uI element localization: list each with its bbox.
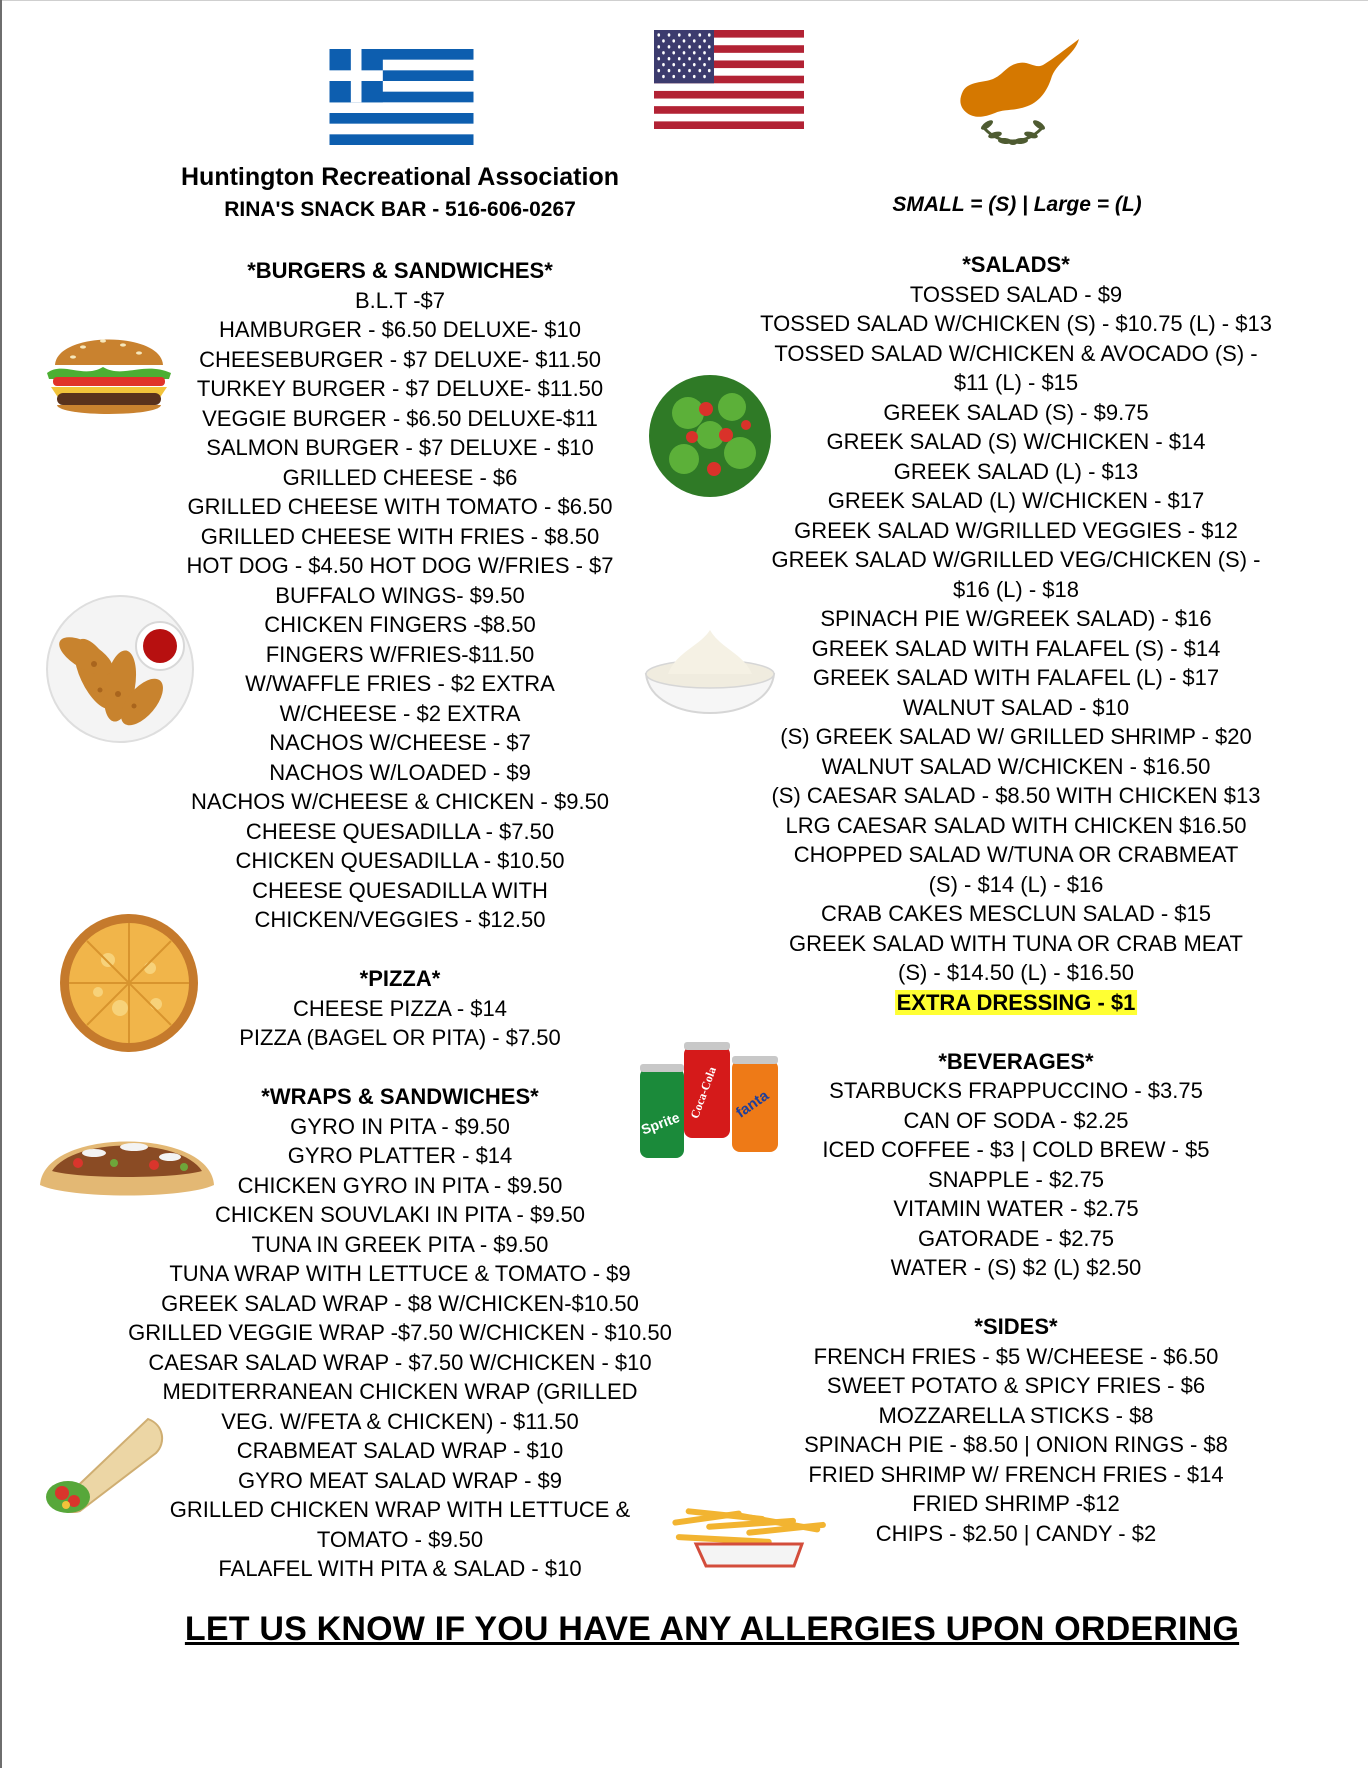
list-item: GREEK SALAD WITH FALAFEL (L) - $17 (812, 665, 1220, 690)
sprite-label: Sprite (638, 1108, 682, 1138)
list-item: GRILLED VEGGIE WRAP -$7.50 W/CHICKEN - $10.50 (128, 1320, 672, 1345)
list-item: (S) CAESAR SALAD - $8.50 WITH CHICKEN $13 (771, 783, 1261, 808)
list-item: NACHOS W/CHEESE - $7 (269, 730, 531, 755)
coke-label: Coca-Cola (687, 1064, 720, 1121)
size-legend: SMALL = (S) | Large = (L) (892, 193, 1142, 216)
list-item: CHEESE QUESADILLA WITH (252, 877, 548, 903)
left-menu-column (128, 256, 672, 1584)
dressing-bowl-icon (642, 626, 778, 732)
list-item: GRILLED CHEESE - $6 (282, 464, 518, 490)
beverages-heading: *BEVERAGES* (938, 1048, 1094, 1074)
list-item: SPINACH PIE W/GREEK SALAD) - $16 (820, 606, 1212, 631)
list-item: TUNA IN GREEK PITA - $9.50 (251, 1231, 549, 1257)
list-item: SNAPPLE - $2.75 (927, 1166, 1105, 1192)
fanta-label: fanta (732, 1087, 772, 1122)
allergy-notice: LET US KNOW IF YOU HAVE ANY ALLERGIES UPON ORDERING (184, 1610, 1240, 1648)
list-item: CRABMEAT SALAD WRAP - $10 (236, 1438, 564, 1463)
list-item: MEDITERRANEAN CHICKEN WRAP (GRILLED (162, 1379, 638, 1404)
list-item: CHIPS - $2.50 | CANDY - $2 (875, 1520, 1157, 1546)
page-border-top (0, 0, 1368, 1)
list-item: GRILLED CHICKEN WRAP WITH LETTUCE & (169, 1497, 631, 1522)
list-item: SPINACH PIE - $8.50 | ONION RINGS - $8 (804, 1432, 1228, 1457)
list-item: B.L.T -$7 (354, 287, 446, 313)
salads-heading: *SALADS* (962, 252, 1070, 277)
list-item: CHEESEBURGER - $7 DELUXE- $11.50 (199, 346, 601, 372)
list-item: GREEK SALAD (S) - $9.75 (883, 399, 1149, 425)
list-item: WATER - (S) $2 (L) $2.50 (890, 1255, 1142, 1280)
list-item: CAESAR SALAD WRAP - $7.50 W/CHICKEN - $10 (148, 1349, 652, 1375)
list-item: (S) - $14.50 (L) - $16.50 (897, 960, 1135, 985)
list-item: SALMON BURGER - $7 DELUXE - $10 (206, 435, 594, 460)
list-item: GYRO MEAT SALAD WRAP - $9 (238, 1467, 562, 1493)
gyro-icon (34, 1107, 220, 1203)
list-item: GATORADE - $2.75 (917, 1225, 1115, 1251)
pizza-heading: *PIZZA* (359, 966, 441, 991)
right-menu-column (760, 250, 1272, 1548)
list-item: W/CHEESE - $2 EXTRA (279, 700, 521, 726)
list-item: CHICKEN/VEGGIES - $12.50 (254, 907, 546, 932)
list-item: GYRO IN PITA - $9.50 (290, 1113, 510, 1139)
list-item: CHEESE QUESADILLA - $7.50 (245, 818, 555, 844)
usa-flag-icon (654, 30, 804, 129)
list-item: GREEK SALAD WITH FALAFEL (S) - $14 (811, 635, 1221, 661)
list-item: FRIED SHRIMP -$12 (912, 1491, 1120, 1516)
list-item: VEG. W/FETA & CHICKEN) - $11.50 (221, 1408, 579, 1434)
list-item: FRIED SHRIMP W/ FRENCH FRIES - $14 (808, 1461, 1224, 1487)
list-item: CHOPPED SALAD W/TUNA OR CRABMEAT (793, 842, 1239, 867)
list-item: TUNA WRAP WITH LETTUCE & TOMATO - $9 (169, 1261, 631, 1286)
list-item: CHICKEN GYRO IN PITA - $9.50 (237, 1172, 563, 1198)
section-spacer (760, 1017, 1272, 1047)
section-spacer (128, 1053, 672, 1083)
association-title: Huntington Recreational Association (180, 163, 620, 191)
list-item: $16 (L) - $18 (953, 576, 1079, 602)
list-item: ICED COFFEE - $3 | COLD BREW - $5 (822, 1137, 1210, 1162)
list-item: LRG CAESAR SALAD WITH CHICKEN $16.50 (785, 812, 1247, 838)
list-item: TOSSED SALAD W/CHICKEN (S) - $10.75 (L) - $13 (760, 311, 1272, 336)
list-item: CHICKEN QUESADILLA - $10.50 (235, 848, 565, 873)
page-border-left (0, 0, 2, 1768)
list-item: TOMATO - $9.50 (316, 1526, 484, 1552)
list-item: MOZZARELLA STICKS - $8 (878, 1402, 1154, 1428)
cyprus-flag-icon (955, 33, 1090, 148)
extra-dressing-highlight: EXTRA DRESSING - $1 (896, 989, 1136, 1015)
burgers-heading: *BURGERS & SANDWICHES* (247, 258, 553, 283)
list-item: CAN OF SODA - $2.25 (903, 1107, 1129, 1133)
list-item: GREEK SALAD WITH TUNA OR CRAB MEAT (789, 930, 1243, 956)
wrap-icon (40, 1413, 168, 1513)
list-item: HOT DOG - $4.50 HOT DOG W/FRIES - $7 (186, 553, 614, 578)
list-item: NACHOS W/CHEESE & CHICKEN - $9.50 (190, 789, 610, 814)
list-item: NACHOS W/LOADED - $9 (269, 759, 531, 785)
list-item: CRAB CAKES MESCLUN SALAD - $15 (820, 901, 1212, 926)
list-item: GREEK SALAD (S) W/CHICKEN - $14 (826, 429, 1206, 454)
list-item: WALNUT SALAD W/CHICKEN - $16.50 (821, 753, 1211, 779)
list-item: HAMBURGER - $6.50 DELUXE- $10 (219, 317, 581, 342)
chicken-fingers-icon (44, 594, 196, 744)
list-item: CHICKEN SOUVLAKI IN PITA - $9.50 (214, 1202, 586, 1227)
list-item: STARBUCKS FRAPPUCCINO - $3.75 (829, 1078, 1203, 1103)
list-item: TOSSED SALAD W/CHICKEN & AVOCADO (S) - (774, 340, 1258, 366)
list-item: GREEK SALAD WRAP - $8 W/CHICKEN-$10.50 (161, 1290, 639, 1316)
list-item: VEGGIE BURGER - $6.50 DELUXE-$11 (202, 405, 598, 431)
list-item: GYRO PLATTER - $14 (287, 1143, 513, 1168)
list-item: GREEK SALAD (L) - $13 (893, 458, 1139, 484)
list-item: GREEK SALAD (L) W/CHICKEN - $17 (827, 488, 1205, 513)
greece-flag-icon (329, 49, 474, 145)
list-item: GRILLED CHEESE WITH TOMATO - $6.50 (187, 494, 613, 519)
list-item: SWEET POTATO & SPICY FRIES - $6 (826, 1373, 1206, 1398)
list-item: FRENCH FRIES - $5 W/CHEESE - $6.50 (813, 1343, 1219, 1369)
list-item: GRILLED CHEESE WITH FRIES - $8.50 (200, 523, 600, 549)
list-item: (S) - $14 (L) - $16 (928, 871, 1104, 897)
list-item: (S) GREEK SALAD W/ GRILLED SHRIMP - $20 (780, 724, 1252, 749)
list-item: PIZZA (BAGEL OR PITA) - $7.50 (239, 1025, 561, 1050)
list-item: FALAFEL WITH PITA & SALAD - $10 (218, 1556, 582, 1581)
section-spacer (760, 1283, 1272, 1313)
sides-heading: *SIDES* (974, 1314, 1058, 1339)
list-item: CHEESE PIZZA - $14 (293, 995, 507, 1021)
soda-cans-icon (636, 1036, 784, 1166)
list-item: GREEK SALAD W/GRILLED VEG/CHICKEN (S) - (771, 547, 1261, 572)
salad-icon (648, 373, 772, 499)
list-item: $11 (L) - $15 (953, 370, 1079, 395)
burger-icon (43, 317, 175, 422)
wraps-heading: *WRAPS & SANDWICHES* (261, 1084, 539, 1109)
list-item: GREEK SALAD W/GRILLED VEGGIES - $12 (794, 517, 1238, 543)
pizza-icon (58, 912, 200, 1054)
extra-dressing-line (760, 988, 1272, 1018)
section-spacer (128, 935, 672, 965)
list-item: TOSSED SALAD - $9 (909, 281, 1123, 307)
list-item: TURKEY BURGER - $7 DELUXE- $11.50 (196, 376, 604, 401)
list-item: WALNUT SALAD - $10 (902, 694, 1130, 720)
list-item: FINGERS W/FRIES-$11.50 (265, 641, 535, 667)
list-item: W/WAFFLE FRIES - $2 EXTRA (245, 671, 555, 696)
list-item: CHICKEN FINGERS -$8.50 (264, 612, 536, 637)
french-fries-icon (666, 1500, 832, 1572)
list-item: BUFFALO WINGS- $9.50 (275, 582, 525, 608)
list-item: VITAMIN WATER - $2.75 (893, 1196, 1139, 1221)
snack-bar-subtitle: RINA'S SNACK BAR - 516-606-0267 (224, 198, 576, 221)
